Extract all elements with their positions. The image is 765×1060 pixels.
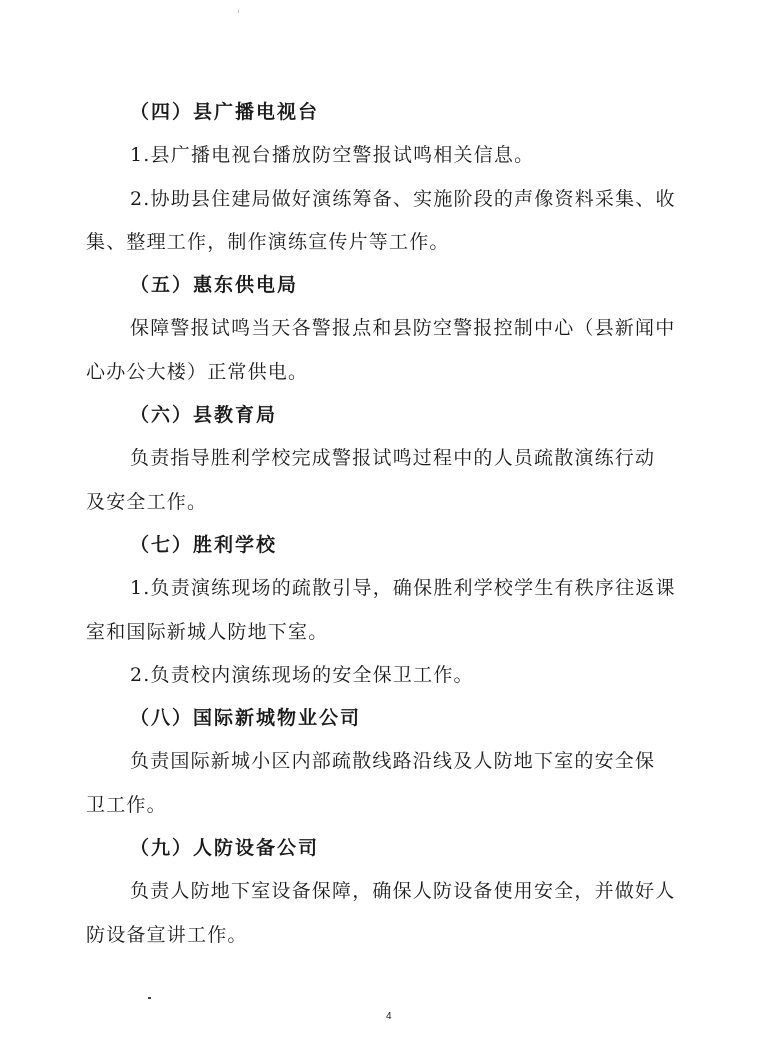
paragraph-line: 保障警报试鸣当天各警报点和县防空警报控制中心（县新闻中 — [130, 317, 676, 340]
paragraph-line: 负责国际新城小区内部疏散线路沿线及人防地下室的安全保 — [130, 750, 656, 773]
section-heading-shengli-school: （七）胜利学校 — [130, 533, 278, 556]
section-heading-property-company: （八）国际新城物业公司 — [130, 707, 362, 730]
paragraph-line: 2.负责校内演练现场的安全保卫工作。 — [130, 663, 474, 686]
paragraph-continuation: 卫工作。 — [86, 793, 167, 816]
section-heading-education-bureau: （六）县教育局 — [130, 404, 278, 427]
section-heading-huidong-power: （五）惠东供电局 — [130, 274, 299, 297]
paragraph-continuation: 及安全工作。 — [86, 490, 208, 513]
scan-speck — [238, 10, 239, 13]
section-heading-county-broadcasting: （四）县广播电视台 — [130, 101, 320, 123]
paragraph-continuation: 集、整理工作，制作演练宣传片等工作。 — [86, 230, 450, 253]
paragraph-line: 2.协助县住建局做好演练筹备、实施阶段的声像资料采集、收 — [130, 187, 676, 210]
paragraph-continuation: 室和国际新城人防地下室。 — [86, 620, 329, 643]
paragraph-continuation: 防设备宣讲工作。 — [86, 923, 248, 946]
paragraph-continuation: 心办公大楼）正常供电。 — [86, 360, 309, 383]
paragraph-line: 1.县广播电视台播放防空警报试鸣相关信息。 — [130, 144, 535, 167]
paragraph-line: 负责指导胜利学校完成警报试鸣过程中的人员疏散演练行动 — [130, 447, 656, 470]
paragraph-line: 负责人防地下室设备保障，确保人防设备使用安全，并做好人 — [130, 880, 676, 903]
section-heading-civil-defense-equipment: （九）人防设备公司 — [130, 837, 320, 860]
document-body — [86, 91, 708, 957]
paragraph-line: 1.负责演练现场的疏散引导，确保胜利学校学生有秩序往返课 — [130, 577, 676, 600]
page-number: 4 — [386, 1011, 392, 1022]
scan-speck — [148, 997, 151, 999]
